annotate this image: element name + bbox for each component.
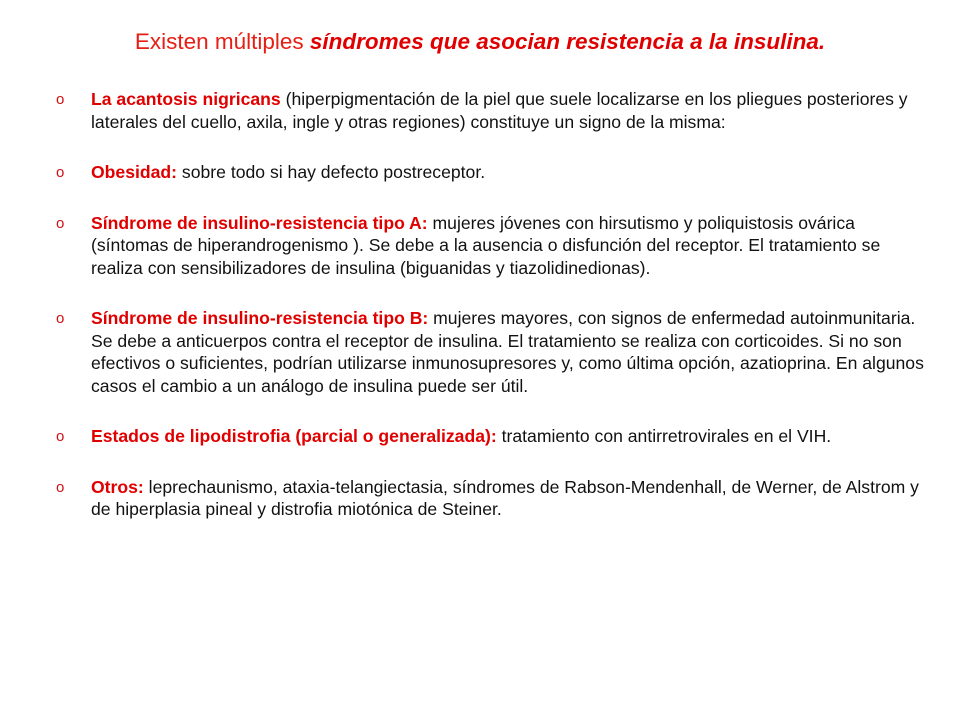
bullet-item-tipo-b bbox=[56, 307, 926, 397]
bullet-item-tipo-a bbox=[56, 212, 926, 280]
title-prefix: Existen múltiples bbox=[134, 29, 310, 54]
bullet-term: Obesidad: bbox=[91, 162, 178, 182]
bullet-marker-icon: o bbox=[56, 91, 65, 108]
slide-title bbox=[0, 26, 960, 58]
bullet-text: tratamiento con antirretrovirales en el VIH. bbox=[496, 426, 832, 446]
bullet-marker-icon: o bbox=[56, 214, 65, 232]
bullet-text: sobre todo si hay defecto postreceptor. bbox=[177, 162, 486, 182]
bullet-marker-icon: o bbox=[56, 310, 65, 327]
bullet-term: Síndrome de insulino-resistencia tipo A: bbox=[91, 212, 428, 233]
bullet-marker-icon: o bbox=[56, 478, 65, 496]
bullet-text: mujeres mayores, con signos de enfermedad autoinmunitaria. Se debe a anticuerpos contra el receptor de insulina. El tratamiento se realiza con corticoides. Si no son efectivos o suficientes, podrían utilizarse inmunosupresores y, como última opción, azatioprina. En algunos casos el cambio a un análogo de insulina puede ser útil. bbox=[91, 308, 924, 396]
bullet-term: Síndrome de insulino-resistencia tipo B: bbox=[91, 308, 429, 328]
bullet-term: Otros: bbox=[91, 476, 144, 497]
bullet-term: La acantosis nigricans bbox=[91, 89, 281, 109]
bullet-item-acantosis bbox=[56, 88, 926, 133]
title-emphasis: síndromes que asocian resistencia a la insulina. bbox=[309, 29, 826, 54]
bullet-text: (hiperpigmentación de la piel que suele localizarse en los pliegues posteriores y laterales del cuello, axila, ingle y otras regiones) constituye un signo de la misma: bbox=[91, 89, 908, 132]
bullet-term: Estados de lipodistrofia (parcial o generalizada): bbox=[91, 426, 497, 446]
bullet-list bbox=[56, 88, 926, 549]
bullet-item-otros bbox=[56, 476, 926, 521]
bullet-item-obesidad bbox=[56, 161, 926, 184]
bullet-marker-icon: o bbox=[56, 428, 65, 445]
bullet-text: mujeres jóvenes con hirsutismo y poliquistosis ovárica (síntomas de hiperandrogenismo ). Se debe a la ausencia o disfunción del receptor. El tratamiento se realiza con sensibilizadores de insulina (biguanidas y tiazolidinedionas). bbox=[91, 212, 881, 278]
bullet-marker-icon: o bbox=[56, 164, 65, 181]
bullet-text: leprechaunismo, ataxia-telangiectasia, síndromes de Rabson-Mendenhall, de Werner, de Alstrom y de hiperplasia pineal y distrofia miotónica de Steiner. bbox=[91, 476, 919, 519]
bullet-item-lipodistrofia bbox=[56, 425, 926, 448]
